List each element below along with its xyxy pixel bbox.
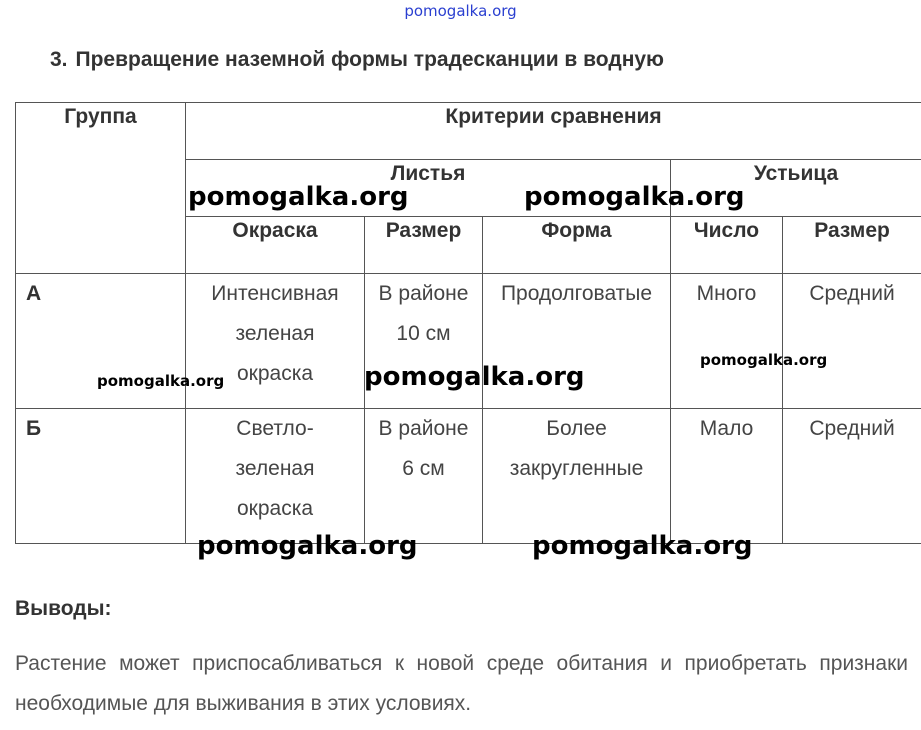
row-cell-count: Много [671,274,783,409]
row-cell-stomata-size: Средний [783,409,921,544]
row-cell-count: Мало [671,409,783,544]
row-group-label: А [16,274,186,409]
cell-line: Продолговатые [500,282,653,305]
leaves-header: Листья [186,160,671,217]
cell-line: окраска [236,497,314,520]
criteria-header: Критерии сравнения [186,103,921,160]
row-cell-stomata-size: Средний [783,274,921,409]
section-number: 3. [50,48,68,71]
row-cell-shape [483,409,671,544]
cell-line: зеленая [235,322,315,345]
watermark: pomogalka.org [188,182,409,212]
cell-line: 6 см [402,457,445,480]
group-header: Группа [16,103,186,274]
watermark: pomogalka.org [97,372,225,390]
cell-line: В районе [378,417,469,440]
watermark: pomogalka.org [700,351,828,369]
section-title-text: Превращение наземной формы традесканции в водную [75,48,664,71]
watermark: pomogalka.org [364,362,585,392]
watermark: pomogalka.org [532,531,753,561]
col-header-count: Число [671,217,783,274]
comparison-table [15,102,921,544]
cell-line: зеленая [235,457,315,480]
section-title [50,48,664,72]
col-header-leaf-size: Размер [365,217,483,274]
col-header-shape: Форма [483,217,671,274]
row-group-label: Б [16,409,186,544]
conclusions-text: Растение может приспосабливаться к новой среде обитания и приобретать признаки необходимые для выживания в этих условиях. [15,652,908,715]
col-header-stomata-size: Размер [783,217,921,274]
cell-line: Более [546,417,607,440]
cell-line: закругленные [509,457,644,480]
cell-line: В районе [378,282,469,305]
cell-line: Интенсивная [211,282,339,305]
conclusions-title: Выводы: [15,597,112,620]
stomata-header: Устьица [671,160,921,217]
table-row [16,409,921,544]
watermark: pomogalka.org [197,531,418,561]
row-cell-size [365,409,483,544]
watermark-top: pomogalka.org [404,2,517,20]
cell-line: окраска [236,362,314,385]
col-header-color: Окраска [186,217,365,274]
cell-line: 10 см [396,322,451,345]
watermark: pomogalka.org [524,182,745,212]
row-cell-color [186,409,365,544]
cell-line: Светло- [236,417,314,440]
